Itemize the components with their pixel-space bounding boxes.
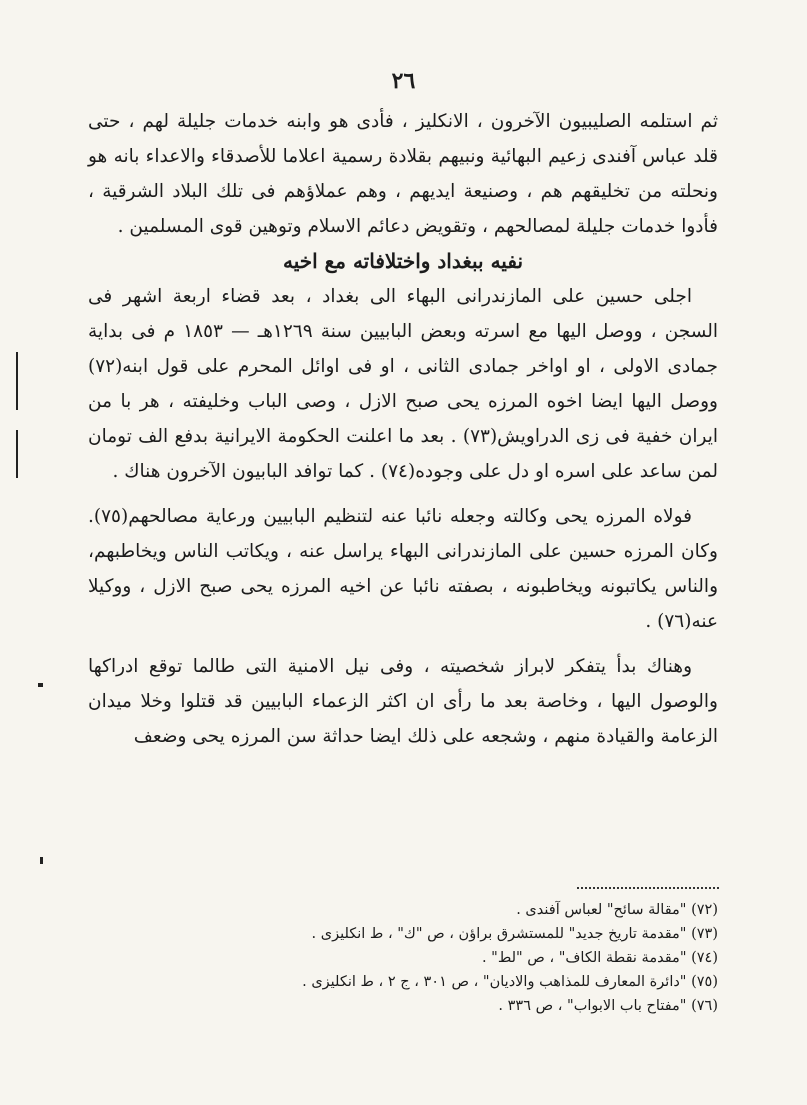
footnote-72: (٧٢) "مقالة سائح" لعباس آفندى . <box>516 902 718 918</box>
footnote-76: (٧٦) "مفتاح باب الابواب" ، ص ٣٣٦ . <box>498 998 718 1014</box>
footnote-73: (٧٣) "مقدمة تاريخ جديد" للمستشرق براؤن ، ص "ك" ، ط انكليزى . <box>311 926 718 942</box>
paragraph-intro: ثم استلمه الصليبيون الآخرون ، الانكليز ، فأدى هو وابنه خدمات جليلة لهم ، حتى قلد عباس آفندى زعيم البهائية ونبيهم بقلادة رسمية اعلاما للأصدقاء والاعداء بانه هو ونحلته من تخليقهم هم ، وصنيعة ايديهم ، وهم عملاؤهم فى تلك البلاد الشرقية ، فأدوا خدمات جليلة لمصالحهم ، وتقويض دعائم الاسلام وتوهين قوى المسلمين . <box>88 111 718 237</box>
paragraph-ambition: وهناك بدأ يتفكر لابراز شخصيته ، وفى نيل الامنية التى طالما توقع ادراكها والوصول اليها ، وخاصة بعد ما رأى ان اكثر الزعماء البابيين قد قتلوا وخلا ميدان الزعامة والقيادة منهم ، وشجعه على ذلك ايضا حداثة سن المرزه يحى وضعف <box>88 656 718 747</box>
page-number: ٢٦ <box>391 68 416 94</box>
scan-mark-dot <box>38 683 43 687</box>
scan-mark-line <box>16 430 18 478</box>
paragraph-agency: فولاه المرزه يحى وكالته وجعله نائبا عنه لتنظيم البابيين ورعاية مصالحهم(٧٥). وكان المرزه حسين على المازندرانى البهاء يراسل عنه ، ويكاتب الناس ويخاطبهم، والناس يكاتبونه ويخاطبونه ، بصفته نائبا عن اخيه المرزه يحى صبح الازل ، ووكيلا عنه(٧٦) . <box>88 506 718 632</box>
scan-mark-line <box>16 352 18 410</box>
section-heading: نفيه ببغداد واختلافاته مع اخيه <box>282 249 524 273</box>
footnotes <box>300 898 718 1018</box>
footnote-75: (٧٥) "دائرة المعارف للمذاهب والاديان" ، ص ٣٠١ ، ج ٢ ، ط انكليزى . <box>302 974 718 990</box>
footnote-74: (٧٤) "مقدمة نقطة الكاف" ، ص "لط" . <box>481 950 718 966</box>
body-text <box>88 104 718 754</box>
paragraph-exile: اجلى حسين على المازندرانى البهاء الى بغداد ، بعد قضاء اربعة اشهر فى السجن ، ووصل اليها مع اسرته وبعض البابيين سنة ١٢٦٩هـ — ١٨٥٣ م فى بداية جمادى الاولى ، او اواخر جمادى الثانى ، او فى اوائل المحرم على قول ابنه(٧٢) ووصل اليها ايضا اخوه المرزه يحى صبح الازل ، وصى الباب وخليفته ، هر با من ايران خفية فى زى الدراويش(٧٣) . بعد ما اعلنت الحكومة الايرانية بدفع الف تومان لمن ساعد على اسره او دل على وجوده(٧٤) . كما توافد البابيون الآخرون هناك . <box>88 286 718 482</box>
footnote-separator <box>577 887 719 889</box>
scan-mark-dot <box>40 857 43 864</box>
